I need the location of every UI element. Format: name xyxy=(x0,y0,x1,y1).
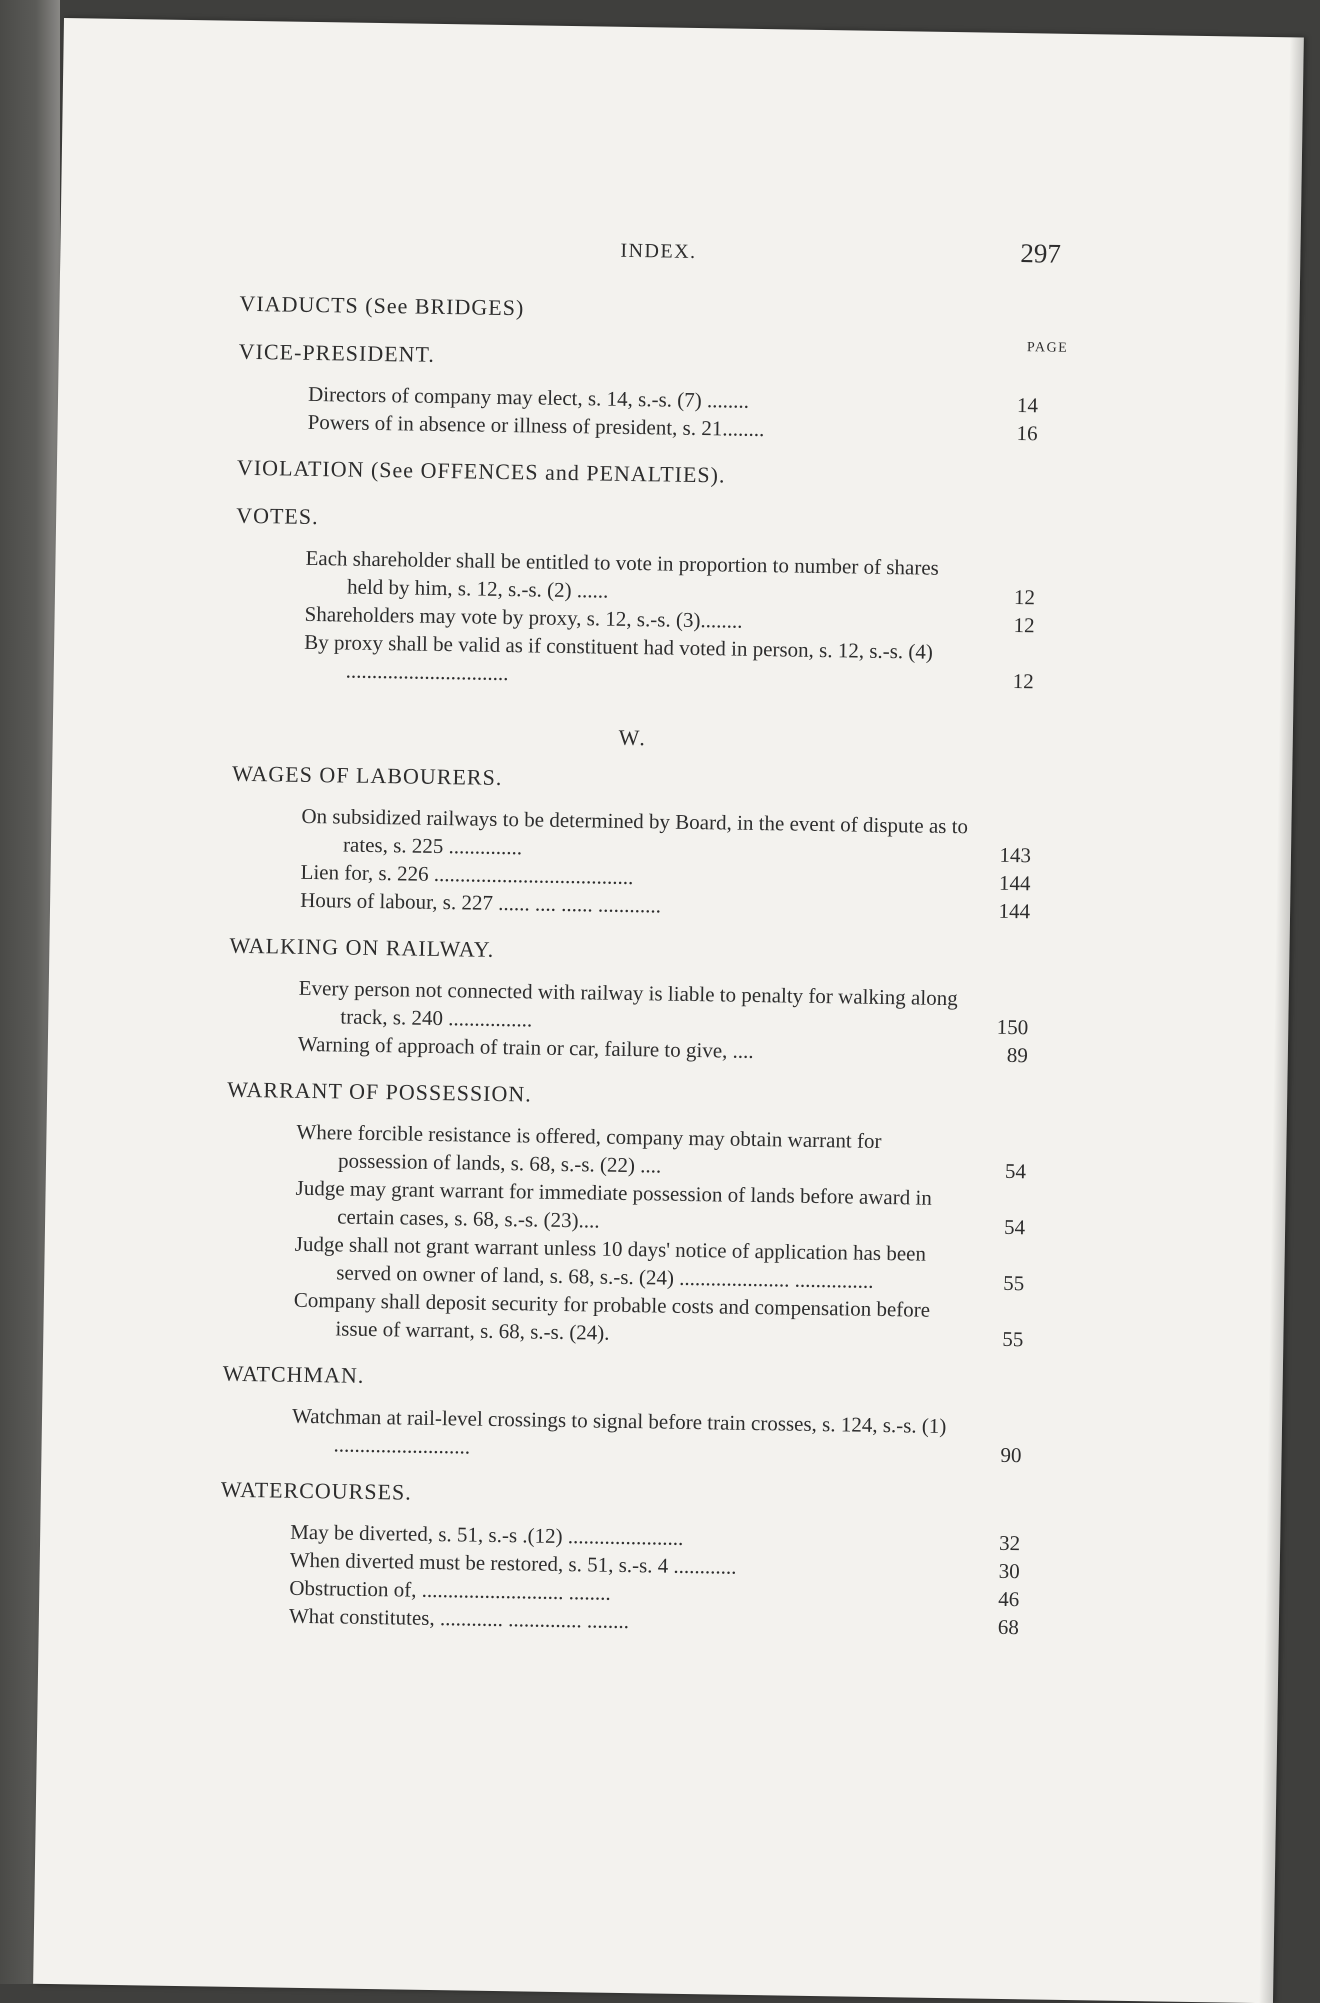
index-entry-text: Judge may grant warrant for immediate possession of lands before award in certain cases, s. 68, s.-s. (23).... xyxy=(295,1175,932,1233)
index-entry-page-ref: 68 xyxy=(997,1614,1020,1640)
index-heading: VIADUCTS (See BRIDGES) xyxy=(239,290,525,321)
index-entry-text: Company shall deposit security for probable costs and compensation before issue of warrant, s. 68, s.-s. (24). xyxy=(293,1287,931,1345)
index-entry-list xyxy=(230,801,1032,926)
index-sections-v xyxy=(234,289,1040,696)
index-entry-page-ref: 32 xyxy=(998,1530,1021,1556)
index-entry-text: Every person not connected with railway is liable to penalty for walking along track, s. 240 ................ xyxy=(298,975,958,1032)
index-entry-list xyxy=(219,1517,1021,1642)
index-entry-page-ref: 55 xyxy=(1003,1270,1025,1296)
index-entry xyxy=(234,627,1035,696)
index-section xyxy=(239,289,1039,332)
index-entry-text: By proxy shall be valid as if constituent had voted in person, s. 12, s.-s. (4) ............................... xyxy=(304,629,934,686)
index-entry-page-ref: 150 xyxy=(996,1014,1029,1040)
running-title: INDEX. xyxy=(620,239,697,263)
index-entry-page-ref: 54 xyxy=(1003,1214,1026,1240)
index-entry-text: What constitutes, ............ .............. ........ xyxy=(288,1603,630,1634)
index-entry-page-ref: 54 xyxy=(1004,1158,1027,1184)
index-entry-list xyxy=(223,1117,1026,1354)
index-entry-text: Lien for, s. 226 ...................................... xyxy=(300,859,634,890)
index-entry-page-ref: 12 xyxy=(1013,612,1035,638)
index-entry-list xyxy=(234,543,1036,696)
index-section xyxy=(223,1075,1027,1354)
index-letter-heading: W. xyxy=(618,724,648,751)
index-entry-page-ref: 14 xyxy=(1016,393,1039,418)
index-entry-text: Warning of approach of train or car, failure to give, .... xyxy=(297,1031,754,1063)
index-entry-text: Directors of company may elect, s. 14, s.-s. (7) ........ xyxy=(307,381,750,413)
index-entry-page-ref: 89 xyxy=(1006,1042,1029,1068)
index-entry-page-ref: 144 xyxy=(998,870,1031,896)
index-entry-text: When diverted must be restored, s. 51, s.-s. 4 ............ xyxy=(289,1547,737,1579)
index-entry-page-ref: 30 xyxy=(998,1558,1020,1584)
index-entry-page-ref: 46 xyxy=(998,1586,1020,1612)
index-entry-list xyxy=(221,1401,1022,1470)
index-sections-w xyxy=(219,759,1033,1641)
index-entry-list xyxy=(228,973,1029,1070)
index-section xyxy=(237,453,1037,496)
index-heading: WATERCOURSES. xyxy=(220,1476,412,1505)
index-entry-page-ref: 16 xyxy=(1016,421,1038,446)
index-entry-page-ref: 90 xyxy=(1000,1442,1022,1468)
index-entry-text: Hours of labour, s. 227 ...... .... ...... ............ xyxy=(299,887,662,918)
index-entry-text: Obstruction of, ........................... ........ xyxy=(289,1575,611,1605)
book-page xyxy=(33,18,1304,2003)
index-entry-page-ref: 12 xyxy=(1012,668,1034,694)
index-heading: VIOLATION (See OFFENCES and PENALTIES). xyxy=(236,454,726,488)
index-entry xyxy=(221,1401,1022,1470)
index-heading: WARRANT OF POSSESSION. xyxy=(226,1076,532,1107)
index-entry-page-ref: 144 xyxy=(998,898,1031,924)
index-section xyxy=(221,1359,1022,1470)
page-column-label: PAGE xyxy=(1026,340,1069,356)
index-heading: VOTES. xyxy=(236,502,319,530)
index-entry xyxy=(223,1285,1024,1354)
index-section xyxy=(228,931,1030,1070)
index-entry-page-ref: 55 xyxy=(1002,1326,1024,1352)
index-entry-page-ref: 12 xyxy=(1013,584,1036,610)
index-entry-text: Watchman at rail-level crossings to signal before train crosses, s. 124, s.-s. (1) .......................... xyxy=(291,1403,947,1459)
index-entry-text: May be diverted, s. 51, s.-s .(12) ...................... xyxy=(290,1519,684,1550)
index-section xyxy=(219,1475,1021,1642)
index-entry-text: Each shareholder shall be entitled to vote in proportion to number of shares held by him, s. 12, s.-s. (2) ...... xyxy=(305,545,939,603)
index-entry-list xyxy=(237,379,1038,448)
index-entry-text: Powers of in absence or illness of president, s. 21........ xyxy=(307,409,765,442)
index-heading: WALKING ON RAILWAY. xyxy=(229,932,495,962)
index-entry-page-ref: 143 xyxy=(999,842,1032,868)
index-section xyxy=(234,501,1037,696)
index-entry-text: Judge shall not grant warrant unless 10 days' notice of application has been served on owner of land, s. 68, s.-s. (24) ..................... ............... xyxy=(294,1231,927,1293)
index-heading: WAGES OF LABOURERS. xyxy=(231,760,503,790)
index-entry-text: On subsidized railways to be determined by Board, in the event of dispute as to rates, s. 225 .............. xyxy=(301,803,969,860)
index-content xyxy=(218,289,1039,1659)
index-section xyxy=(230,759,1032,926)
index-heading: VICE-PRESIDENT. xyxy=(238,338,436,367)
index-entry-text: Where forcible resistance is offered, company may obtain warrant for possession of lands, s. 68, s.-s. (22) .... xyxy=(296,1119,882,1178)
index-heading: WATCHMAN. xyxy=(222,1360,365,1388)
index-section xyxy=(237,337,1038,448)
index-entry-text: Shareholders may vote by proxy, s. 12, s.-s. (3)........ xyxy=(304,601,743,633)
page-number: 297 xyxy=(1020,238,1062,269)
